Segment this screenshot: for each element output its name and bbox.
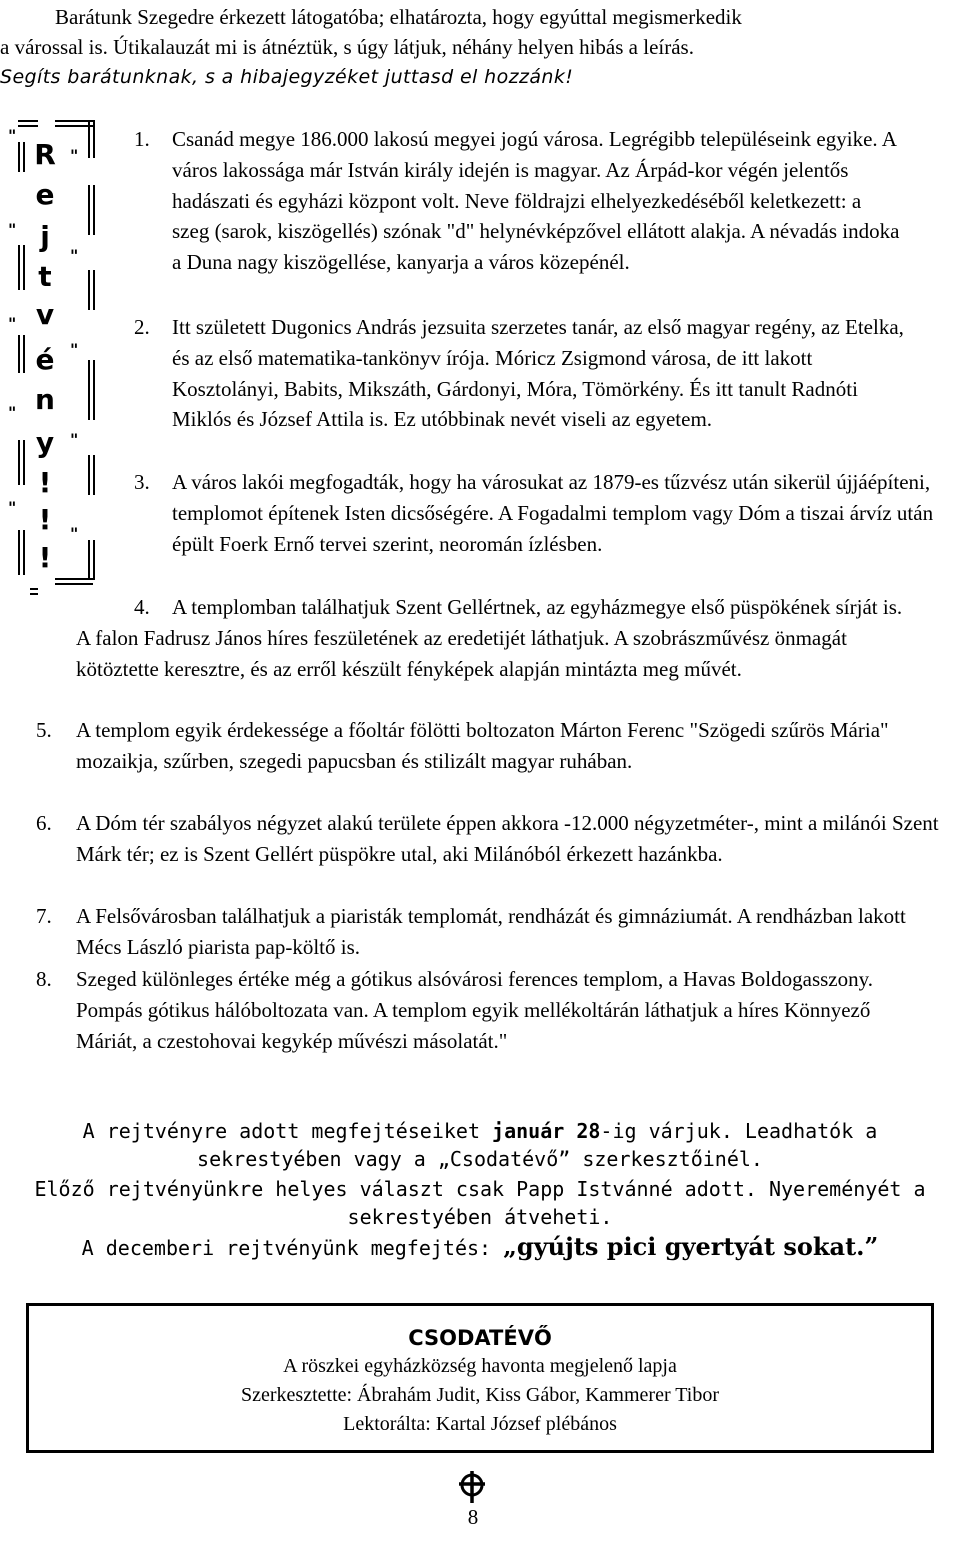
title-letter: y bbox=[35, 426, 55, 459]
title-letter: ! bbox=[38, 503, 52, 536]
title-letter: v bbox=[35, 298, 55, 331]
item-number: 8. bbox=[36, 967, 52, 991]
frame-top-left-line bbox=[18, 120, 38, 127]
masthead-editors: Szerkesztette: Ábrahám Judit, Kiss Gábor, Kammerer Tibor bbox=[241, 1384, 719, 1406]
frame-right-bar bbox=[88, 120, 95, 158]
item-text: A város lakói megfogadták, hogy ha városukat az 1879-es tűzvész után sikerül újjáépíteni, templomot építenek Isten dicsőségére. A Fogadalmi templom vagy Dóm a tiszai árvíz után épült Foerk Ernő tervei szerint, neoromán ízlésben. bbox=[172, 470, 934, 556]
item-number: 4. bbox=[134, 595, 150, 619]
notice-line-3: Előző rejtvényünkre helyes választ csak Papp Istvánné adott. Nyereményét a bbox=[34, 1177, 926, 1201]
frame-right-bar bbox=[88, 360, 95, 420]
frame-bottom-line bbox=[55, 578, 93, 585]
item-number: 7. bbox=[36, 904, 52, 928]
item-number: 6. bbox=[36, 811, 52, 835]
notice-deadline-tail: -ig várjuk. Leadhatók a bbox=[600, 1119, 878, 1143]
frame-left-bar bbox=[18, 245, 25, 290]
masthead-subtitle: A röszkei egyházközség havonta megjelenő lapja bbox=[283, 1355, 677, 1377]
intro-line-1: Barátunk Szegedre érkezett látogatóba; elhatározta, hogy egyúttal megismerkedik bbox=[55, 5, 742, 29]
previous-solution: „gyújts pici gyertyát sokat.” bbox=[503, 1232, 879, 1261]
title-letter: ! bbox=[38, 466, 52, 499]
quote-mark: " bbox=[8, 498, 17, 517]
solution-notice bbox=[0, 1117, 960, 1262]
frame-right-bar bbox=[88, 540, 95, 580]
quote-mark: " bbox=[70, 340, 79, 359]
quote-mark: " bbox=[70, 430, 79, 449]
frame-bottom-line bbox=[30, 588, 38, 595]
frame-left-bar bbox=[18, 335, 25, 373]
title-letter: e bbox=[35, 178, 55, 211]
cross-in-circle-icon bbox=[456, 1470, 488, 1509]
item-number: 3. bbox=[134, 470, 150, 494]
intro bbox=[0, 2, 960, 92]
quote-mark: " bbox=[70, 524, 79, 543]
list-item bbox=[36, 808, 946, 870]
frame-right-bar bbox=[88, 270, 95, 310]
list-item bbox=[36, 901, 956, 963]
frame-left-bar bbox=[18, 142, 25, 172]
masthead-proofreader: Lektorálta: Kartal József plébános bbox=[343, 1413, 617, 1435]
solution-lead: A decemberi rejtvényünk megfejtés: bbox=[81, 1236, 504, 1260]
item-text: A templom egyik érdekessége a főoltár fölötti boltozaton Márton Ferenc "Szögedi szűrös Mária" mozaikja, szűrben, szegedi papucsban és stilizált magyar ruhában. bbox=[76, 718, 889, 773]
frame-right-bar bbox=[88, 455, 95, 495]
notice-deadline: január 28 bbox=[492, 1119, 601, 1143]
intro-line-3: Segíts barátunknak, s a hibajegyzéket juttasd el hozzánk! bbox=[0, 66, 574, 88]
quote-mark: " bbox=[70, 246, 79, 265]
frame-left-bar bbox=[18, 530, 25, 575]
masthead-title: CSODATÉVŐ bbox=[408, 1326, 552, 1350]
title-letter: é bbox=[35, 343, 55, 376]
quote-mark: " bbox=[8, 314, 17, 333]
title-letter: n bbox=[35, 383, 55, 416]
item-text: Csanád megye 186.000 lakosú megyei jogú városa. Legrégibb településeink egyike. A város lakossága már István király idején is magyar. Az Árpád-kor végén jelentős hadászati és egyházi központ volt. Neve földrajzi elhelyezkedéséből keletkezett: a szeg (sarok, kiszögellés) szónak "d" helynévképzővel ellátott alakja. A névadás indoka a Duna nagy kiszögellése, kanyarja a város közepénél. bbox=[172, 127, 900, 275]
list-item bbox=[36, 964, 926, 1056]
list-item bbox=[76, 592, 918, 684]
item-text: A Felsővárosban találhatjuk a piaristák templomát, rendházát és gimnáziumát. A rendházban lakott Mécs László piarista pap-költő is. bbox=[76, 904, 906, 959]
masthead-box bbox=[26, 1303, 934, 1453]
title-letter: j bbox=[40, 220, 50, 253]
notice-line-5 bbox=[0, 1233, 960, 1262]
list-item bbox=[134, 124, 902, 278]
notice-line-2: sekrestyében vagy a „Csodatévő” szerkesztőinél. bbox=[197, 1147, 763, 1171]
page-number: 8 bbox=[467, 1505, 479, 1529]
title-letter: t bbox=[38, 260, 52, 293]
frame-left-bar bbox=[18, 440, 25, 485]
frame-right-bar bbox=[88, 185, 95, 235]
quote-mark: " bbox=[8, 220, 17, 239]
quote-mark: " bbox=[8, 403, 17, 422]
title-letter: ! bbox=[38, 541, 52, 574]
quote-mark: " bbox=[8, 126, 17, 145]
quote-mark: " bbox=[70, 146, 79, 165]
list-item bbox=[134, 467, 944, 559]
item-number: 1. bbox=[134, 127, 150, 151]
title-letter: R bbox=[34, 138, 56, 171]
item-text: Szeged különleges értéke még a gótikus alsóvárosi ferences templom, a Havas Boldogasszony. Pompás gótikus hálóboltozata van. A templom egyik mellékoltárán láthatjuk a híres Könnyező Máriát, a czestohovai kegykép művészi másolatát." bbox=[76, 967, 873, 1053]
item-text: A templomban találhatjuk Szent Gellértnek, az egyházmegye első püspökének sírját is. A falon Fadrusz János híres feszületének az eredetijét láthatjuk. A szobrászművész önmagát kötöztette keresztre, és az erről készült fényképek alapján mintázta meg művét. bbox=[76, 595, 903, 681]
notice-line-1 bbox=[0, 1117, 960, 1145]
item-text: Itt született Dugonics András jezsuita szerzetes tanár, az első magyar regény, az Etelka, és az első matematika-tankönyv írója. Móricz Zsigmond városa, de itt lakott Kosztolányi, Babits, Mikszáth, Gárdonyi, Móra, Tömörkény. És itt tanult Radnóti Miklós és József Attila is. Ez utóbbinak nevét viseli az egyetem. bbox=[172, 315, 904, 432]
notice-line-4: sekrestyében átveheti. bbox=[347, 1205, 613, 1229]
list-item bbox=[134, 312, 922, 435]
notice-deadline-lead: A rejtvényre adott megfejtéseiket bbox=[82, 1119, 493, 1143]
item-number: 5. bbox=[36, 718, 52, 742]
intro-line-2: a várossal is. Útikalauzát mi is átnéztük, s úgy látjuk, néhány helyen hibás a leírás. bbox=[0, 35, 694, 59]
item-number: 2. bbox=[134, 315, 150, 339]
item-text: A Dóm tér szabályos négyzet alakú területe éppen akkora -12.000 négyzetméter-, mint a milánói Szent Márk tér; ez is Szent Gellért püspökre utal, aki Milánóból érkezett hazánkba. bbox=[76, 811, 939, 866]
list-item bbox=[36, 715, 896, 777]
